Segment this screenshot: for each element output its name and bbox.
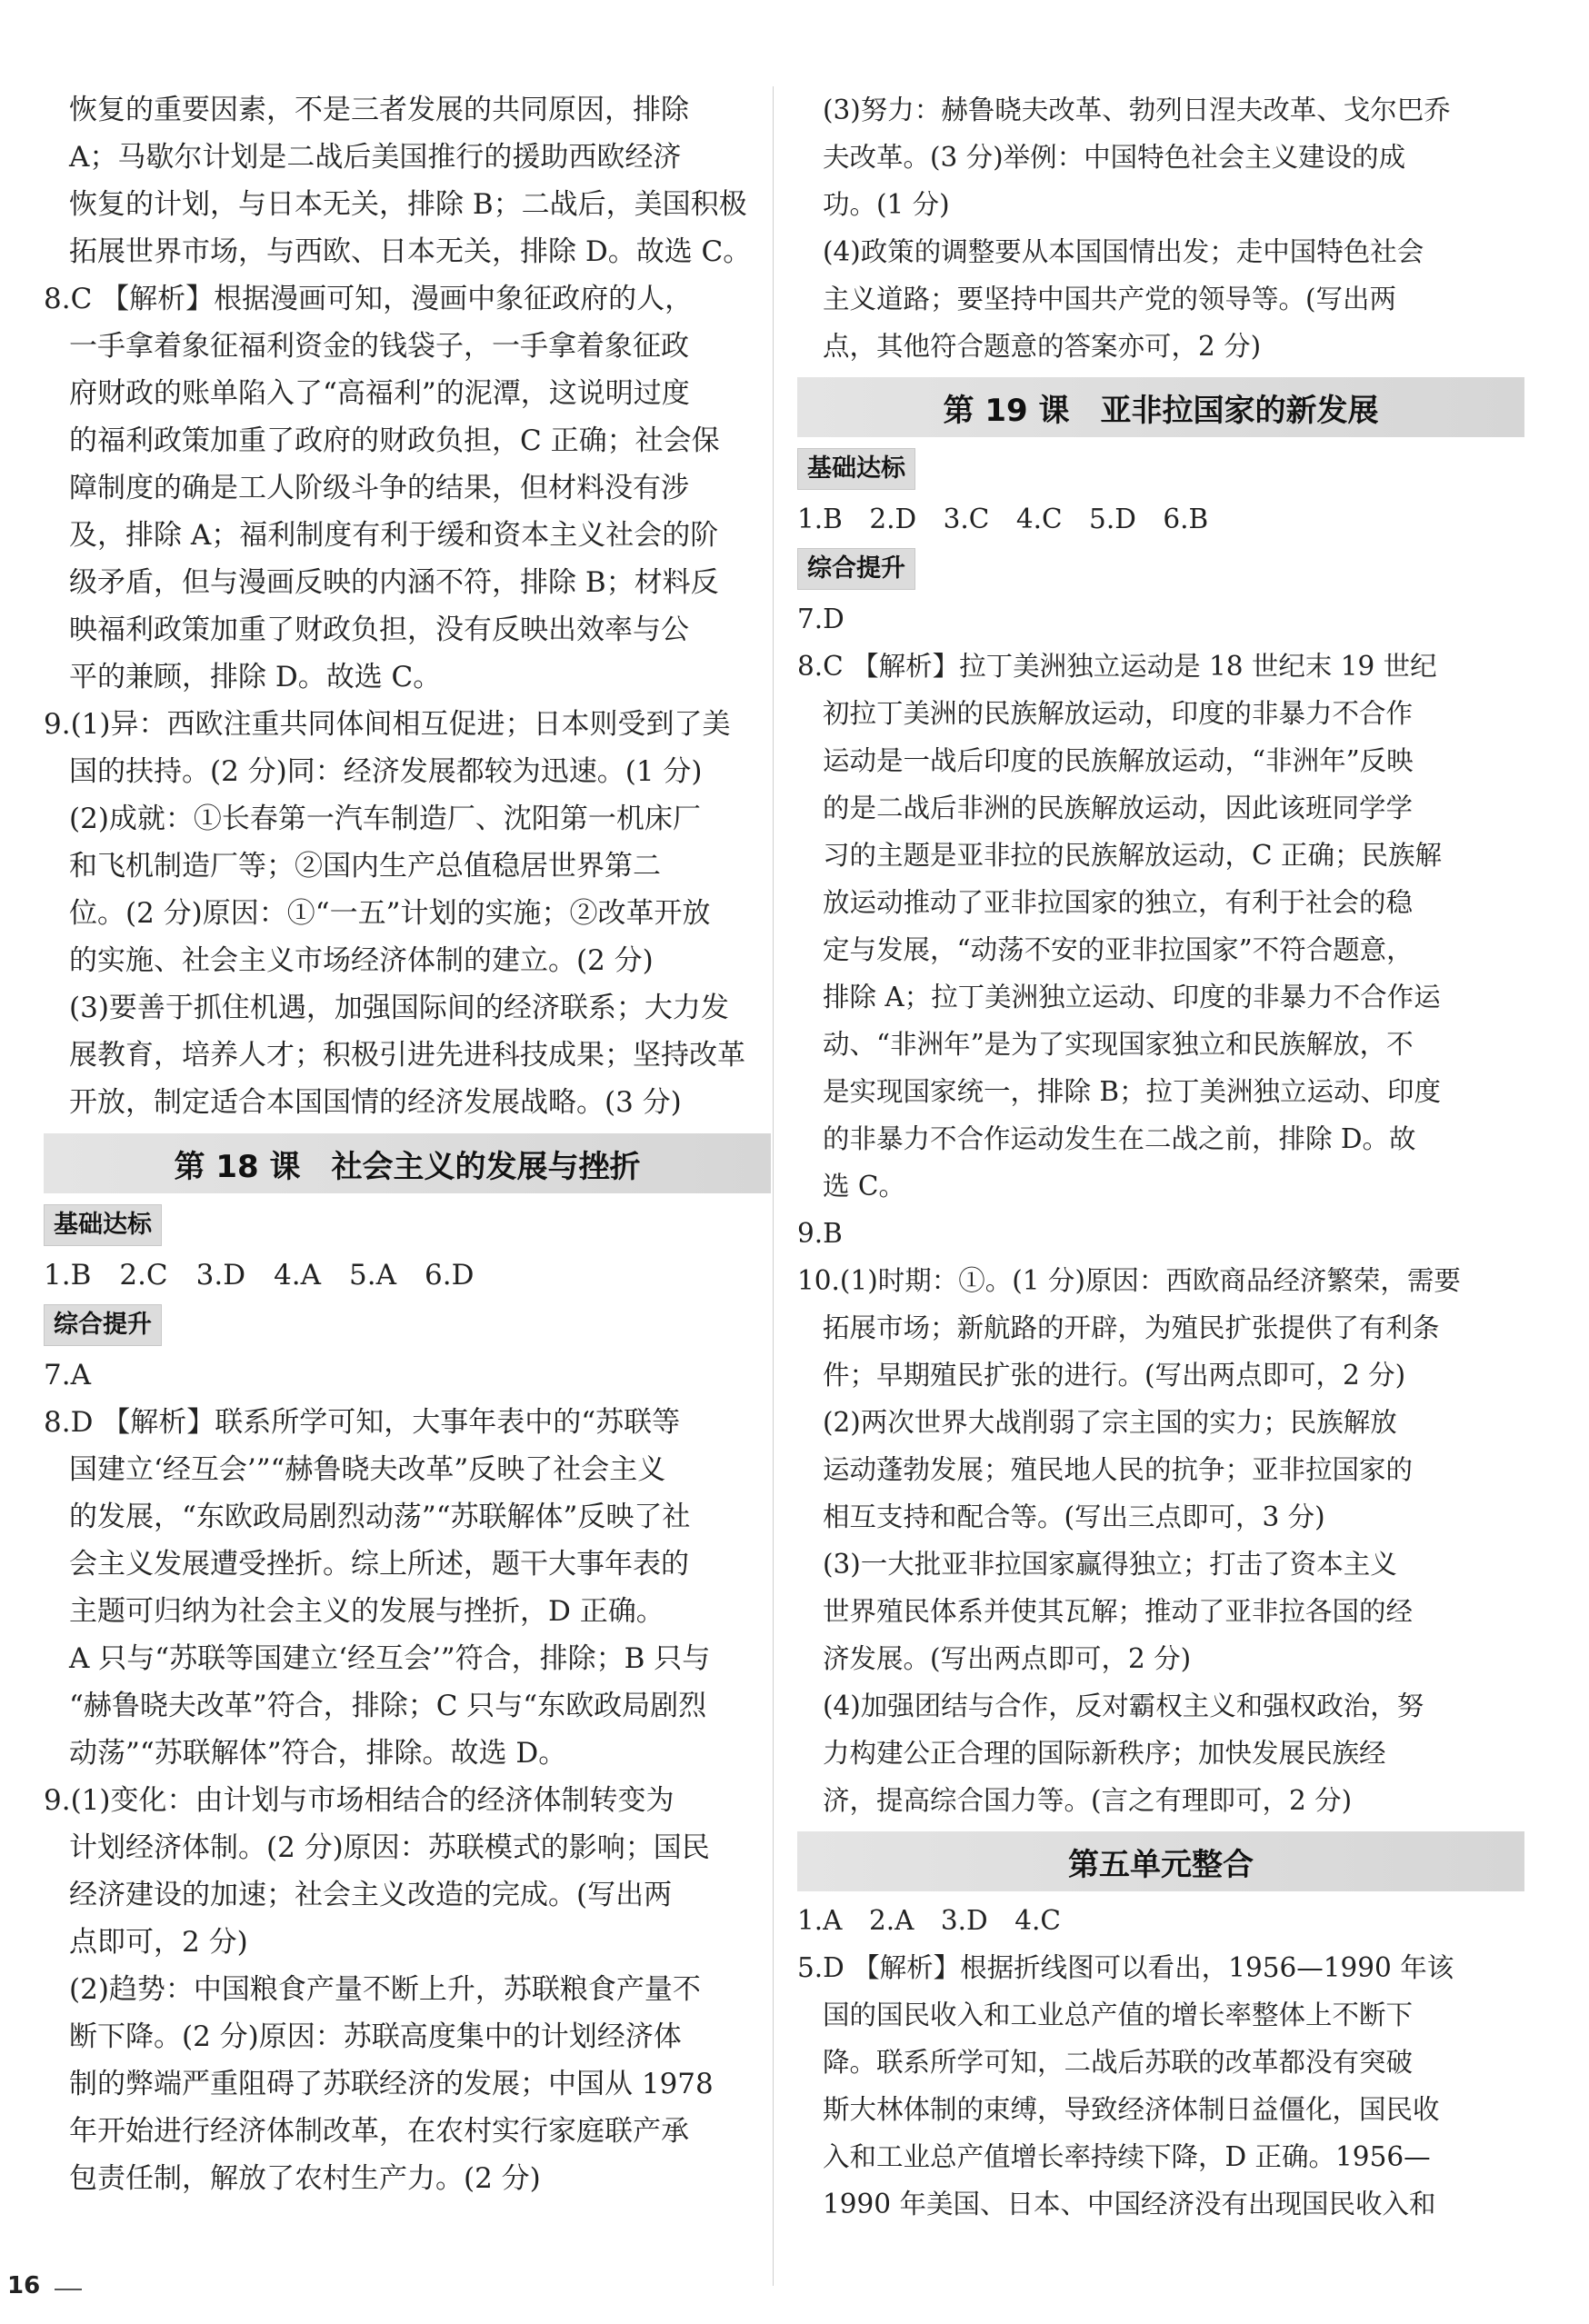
section-tag: 综合提升 (44, 1304, 162, 1346)
answer-line: 的非暴力不合作运动发生在二战之前，排除 D。故 (823, 1123, 1416, 1154)
answer-line: 排除 A；拉丁美洲独立运动、印度的非暴力不合作运 (823, 982, 1441, 1012)
answer-line: 放运动推动了亚非拉国家的独立，有利于社会的稳 (823, 887, 1414, 918)
answer-line: 府财政的账单陷入了“高福利”的泥潭，这说明过度 (69, 377, 690, 410)
answer-line: 级矛盾，但与漫画反映的内涵不符，排除 B；材料反 (69, 566, 719, 599)
answer-line: (3)努力：赫鲁晓夫改革、勃列日涅夫改革、戈尔巴乔 (823, 95, 1451, 125)
answer-line: 动、“非洲年”是为了实现国家独立和民族解放，不 (823, 1029, 1414, 1060)
answer-line: 选 C。 (823, 1171, 905, 1202)
answer-line: 是实现国家统一，排除 B；拉丁美洲独立运动、印度 (823, 1076, 1442, 1107)
answer-line: 1.A 2.A 3.D 4.C (797, 1905, 1061, 1936)
answer-line: 计划经济体制。(2 分)原因：苏联模式的影响；国民 (69, 1831, 710, 1864)
answer-line: 点即可，2 分) (69, 1926, 248, 1959)
answer-line: 包责任制，解放了农村生产力。(2 分) (69, 2162, 541, 2195)
answer-line: 件；早期殖民扩张的进行。(写出两点即可，2 分) (823, 1360, 1406, 1391)
answer-line: 动荡”“苏联解体”符合，排除。故选 D。 (69, 1737, 567, 1770)
answer-line: 5.D 【解析】根据折线图可以看出，1956—1990 年该 (797, 1952, 1454, 1983)
answer-line: 国的扶持。(2 分)同：经济发展都较为迅速。(1 分) (69, 755, 703, 788)
answer-line: 主题可归纳为社会主义的发展与挫折，D 正确。 (69, 1595, 665, 1628)
answer-line: (3)一大批亚非拉国家赢得独立；打击了资本主义 (823, 1549, 1397, 1580)
answer-line: 及，排除 A；福利制度有利于缓和资本主义社会的阶 (69, 519, 719, 552)
answer-line: 8.D 【解析】联系所学可知，大事年表中的“苏联等 (44, 1406, 681, 1439)
page-number-rule (55, 2289, 82, 2290)
answer-line: “赫鲁晓夫改革”符合，排除；C 只与“东欧政局剧烈 (69, 1690, 707, 1722)
answer-line: 展教育，培养人才；积极引进先进科技成果；坚持改革 (69, 1039, 745, 1072)
section-tag: 基础达标 (44, 1204, 162, 1246)
answer-line: 1.B 2.D 3.C 4.C 5.D 6.B (797, 504, 1209, 534)
right-column (797, 86, 1524, 2228)
lesson-heading: 第 19 课 亚非拉国家的新发展 (797, 377, 1524, 437)
answer-line: 习的主题是亚非拉的民族解放运动，C 正确；民族解 (823, 840, 1442, 871)
answer-line: 位。(2 分)原因：①“一五”计划的实施；②改革开放 (69, 897, 711, 930)
answer-line: 一手拿着象征福利资金的钱袋子，一手拿着象征政 (69, 330, 689, 363)
answer-line: 拓展世界市场，与西欧、日本无关，排除 D。故选 C。 (69, 235, 752, 268)
answer-line: 开放，制定适合本国国情的经济发展战略。(3 分) (69, 1086, 682, 1119)
answer-line: 的实施、社会主义市场经济体制的建立。(2 分) (69, 944, 654, 977)
section-tag-row (44, 1299, 771, 1352)
answer-line: 平的兼顾，排除 D。故选 C。 (69, 661, 442, 693)
answer-line: 的发展，“东欧政局剧烈动荡”“苏联解体”反映了社 (69, 1501, 691, 1533)
answer-line: 功。(1 分) (823, 189, 950, 220)
section-tag-row (44, 1199, 771, 1252)
section-tag-row (797, 543, 1524, 595)
answer-line: 映福利政策加重了财政负担，没有反映出效率与公 (69, 613, 689, 646)
answer-line: 济，提高综合国力等。(言之有理即可，2 分) (823, 1785, 1353, 1816)
answer-line: 10.(1)时期：①。(1 分)原因：西欧商品经济繁荣，需要 (797, 1265, 1461, 1296)
answer-line: (4)加强团结与合作，反对霸权主义和强权政治，努 (823, 1691, 1424, 1721)
answer-line: 定与发展，“动荡不安的亚非拉国家”不符合题意， (823, 934, 1414, 965)
answer-line: 拓展市场；新航路的开辟，为殖民扩张提供了有利条 (823, 1312, 1440, 1343)
left-column (44, 86, 771, 2202)
answer-line: 经济建设的加速；社会主义改造的完成。(写出两 (69, 1879, 673, 1911)
section-tag-row (797, 443, 1524, 495)
lesson-heading: 第 18 课 社会主义的发展与挫折 (44, 1133, 771, 1193)
answer-line: 的福利政策加重了政府的财政负担，C 正确；社会保 (69, 424, 720, 457)
answer-line: (2)趋势：中国粮食产量不断上升，苏联粮食产量不 (69, 1973, 701, 2006)
answer-line: 和飞机制造厂等；②国内生产总值稳居世界第二 (69, 850, 661, 883)
answer-line: 会主义发展遭受挫折。综上所述，题干大事年表的 (69, 1548, 689, 1581)
answer-line: 7.D (797, 603, 844, 634)
answer-line: 制的弊端严重阻碍了苏联经济的发展；中国从 1978 (69, 2068, 714, 2100)
answer-line: 世界殖民体系并使其瓦解；推动了亚非拉各国的经 (823, 1596, 1414, 1627)
answer-line: (3)要善于抓住机遇，加强国际间的经济联系；大力发 (69, 992, 729, 1024)
answer-line: 9.(1)异：西欧注重共同体间相互促进；日本则受到了美 (44, 708, 731, 741)
answer-line: 国的国民收入和工业总产值的增长率整体上不断下 (823, 2000, 1414, 2030)
answer-line: 断下降。(2 分)原因：苏联高度集中的计划经济体 (69, 2020, 682, 2053)
answer-line: 9.(1)变化：由计划与市场相结合的经济体制转变为 (44, 1784, 675, 1817)
answer-line: 相互支持和配合等。(写出三点即可，3 分) (823, 1501, 1325, 1532)
answer-line: A；马歇尔计划是二战后美国推行的援助西欧经济 (69, 141, 682, 174)
answer-line: 的是二战后非洲的民族解放运动，因此该班同学学 (823, 793, 1414, 823)
answer-line: A 只与“苏联等国建立‘经互会’”符合，排除；B 只与 (69, 1642, 711, 1675)
page-number: 16 (7, 2272, 41, 2299)
answer-line: 力构建公正合理的国际新秩序；加快发展民族经 (823, 1738, 1386, 1769)
answer-line: (4)政策的调整要从本国国情出发；走中国特色社会 (823, 236, 1424, 267)
answer-line: 8.C 【解析】根据漫画可知，漫画中象征政府的人， (44, 283, 694, 315)
answer-line: 障制度的确是工人阶级斗争的结果，但材料没有涉 (69, 472, 689, 504)
answer-line: 入和工业总产值增长率持续下降，D 正确。1956— (823, 2141, 1431, 2172)
answer-line: 斯大林体制的束缚，导致经济体制日益僵化，国民收 (823, 2094, 1440, 2125)
answer-line: 点，其他符合题意的答案亦可，2 分) (823, 331, 1262, 362)
answer-line: 8.C 【解析】拉丁美洲独立运动是 18 世纪末 19 世纪 (797, 651, 1437, 682)
answer-line: 恢复的重要因素，不是三者发展的共同原因，排除 (69, 94, 689, 126)
section-tag: 基础达标 (797, 448, 915, 490)
answer-line: 济发展。(写出两点即可，2 分) (823, 1643, 1192, 1674)
answer-line: 1990 年美国、日本、中国经济没有出现国民收入和 (823, 2189, 1436, 2219)
answer-line: 9.B (797, 1218, 843, 1249)
answer-line: 恢复的计划，与日本无关，排除 B；二战后，美国积极 (69, 188, 747, 221)
answer-line: 运动是一战后印度的民族解放运动，“非洲年”反映 (823, 745, 1414, 776)
answer-line: 运动蓬勃发展；殖民地人民的抗争；亚非拉国家的 (823, 1454, 1414, 1485)
answer-line: 年开始进行经济体制改革，在农村实行家庭联产承 (69, 2115, 689, 2148)
answer-line: 夫改革。(3 分)举例：中国特色社会主义建设的成 (823, 142, 1406, 173)
column-divider (773, 86, 774, 2286)
answer-line: (2)成就：①长春第一汽车制造厂、沈阳第一机床厂 (69, 803, 701, 835)
answer-line: (2)两次世界大战削弱了宗主国的实力；民族解放 (823, 1407, 1397, 1438)
section-tag: 综合提升 (797, 548, 915, 590)
lesson-heading: 第五单元整合 (797, 1831, 1524, 1891)
answer-line: 7.A (44, 1359, 91, 1391)
answer-line: 主义道路；要坚持中国共产党的领导等。(写出两 (823, 284, 1397, 314)
answer-line: 初拉丁美洲的民族解放运动，印度的非暴力不合作 (823, 698, 1414, 729)
answer-line: 国建立‘经互会’”“赫鲁晓夫改革”反映了社会主义 (69, 1453, 666, 1486)
answer-line: 1.B 2.C 3.D 4.A 5.A 6.D (44, 1259, 475, 1292)
answer-line: 降。联系所学可知，二战后苏联的改革都没有突破 (823, 2047, 1414, 2078)
